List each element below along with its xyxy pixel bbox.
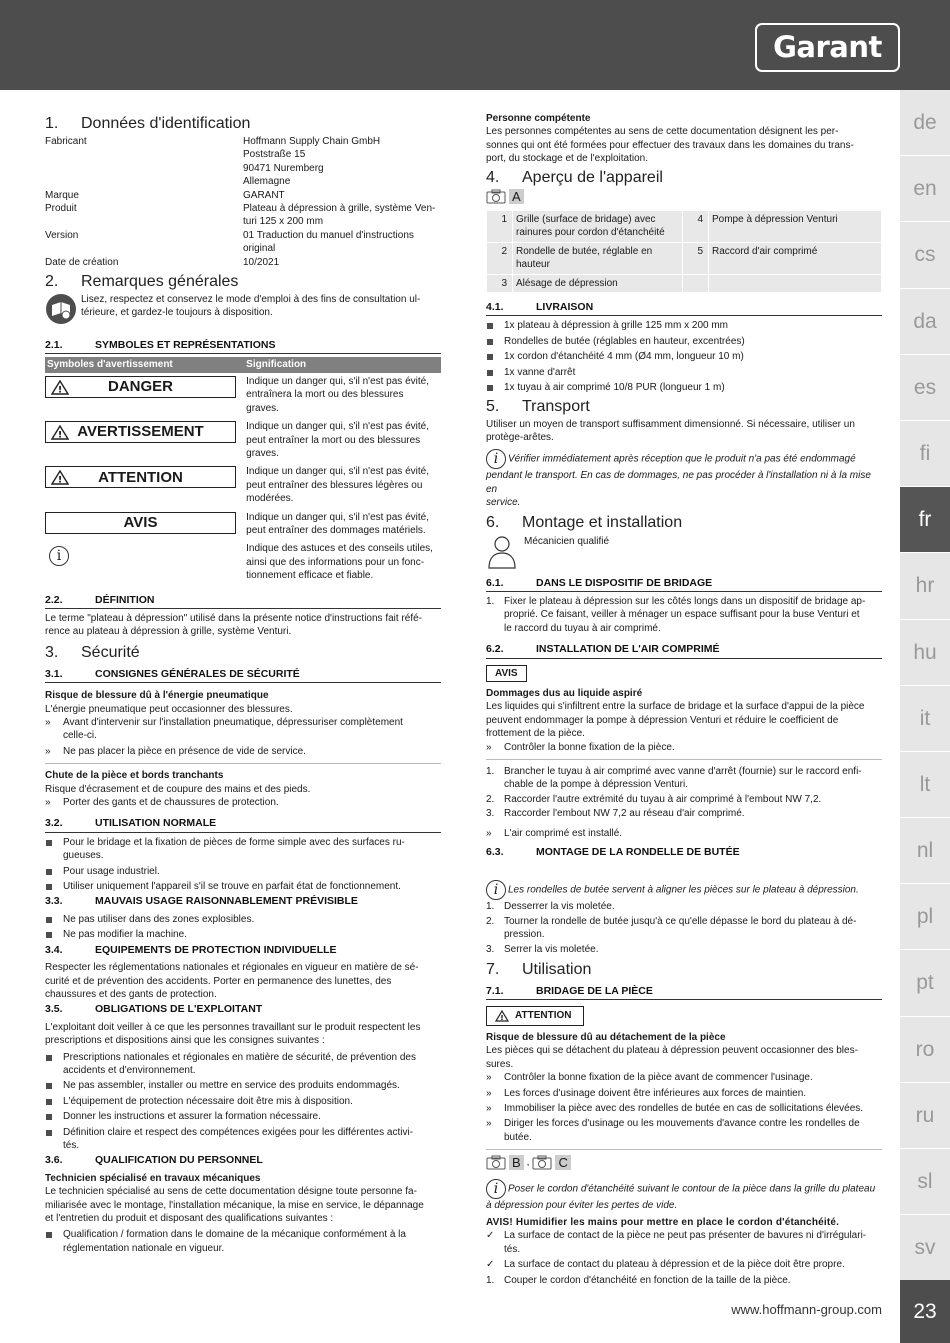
person-label: Mécanicien qualifié	[524, 535, 610, 547]
language-tab-da[interactable]: da	[900, 289, 950, 355]
air-install-result	[486, 827, 882, 840]
figure-label: A	[509, 189, 524, 204]
section-3-3-heading: 3.3. MAUVAIS USAGE RAISONNABLEMENT PRÉVISIBLE	[45, 895, 358, 908]
language-tab-es[interactable]: es	[900, 355, 950, 421]
language-tab-nl[interactable]: nl	[900, 818, 950, 884]
overview-table	[486, 210, 882, 293]
step-text: Raccorder l'autre extrémité du tuyau à air comprimé à l'embout NW 7,2.	[504, 793, 822, 805]
camera-icon	[486, 1155, 506, 1170]
part-number: 5	[683, 242, 709, 274]
list-item: » Porter des gants et de chaussures de protection.	[45, 796, 441, 809]
page-number: 23	[900, 1280, 950, 1343]
section-3-2-heading: 3.2. UTILISATION NORMALE	[45, 813, 441, 832]
section-3-6-heading: 3.6. QUALIFICATION DU PERSONNEL	[45, 1154, 263, 1167]
detach-risk-list	[486, 1071, 882, 1144]
section-4-1-heading: 4.1. LIVRAISON	[486, 297, 882, 316]
stop-washer-steps	[486, 900, 882, 956]
list-item: Pour usage industriel.	[45, 865, 441, 878]
footer-url[interactable]: www.hoffmann-group.com	[731, 1302, 882, 1317]
step-text: Tourner la rondelle de butée jusqu'à ce qu'elle dépasse le bord du plateau à dé- pression.	[504, 915, 857, 941]
section-3-heading: 3. Sécurité	[45, 643, 140, 661]
pneumatic-risk-list	[45, 716, 441, 758]
svg-text:!: !	[500, 1014, 504, 1023]
warning-icon	[51, 380, 69, 395]
step-number: 2.	[486, 793, 495, 805]
symbol-meaning: Indique un danger qui, s'il n'est pas évité, peut entraîner des dommages matériels.	[244, 508, 441, 540]
part-name: Pompe à dépression Venturi	[709, 211, 882, 243]
list-item: » Ne pas placer la pièce en présence de vide de service.	[45, 745, 441, 758]
overview-row	[487, 211, 882, 243]
signal-word: AVERTISSEMENT	[77, 423, 204, 441]
falling-part-heading: Chute de la pièce et bords tranchants	[45, 770, 224, 782]
section-2-1-heading: 2.1. SYMBOLES ET REPRÉSENTATIONS	[45, 335, 441, 354]
section-6-heading: 6. Montage et installation	[486, 513, 683, 531]
competent-person-text: Les personnes compétentes au sens de cette documentation désignent les per- sonnes qui ont été formées pour effectuer des travaux dans les domaines du trans- port, du stockage et de l'exploitation.	[486, 126, 854, 165]
step-text: Raccorder l'embout NW 7,2 au réseau d'air comprimé.	[504, 808, 745, 820]
step-item	[486, 943, 882, 956]
list-item: Donner les instructions et assurer la formation nécessaire.	[45, 1110, 441, 1123]
section-6-1-heading: 6.1. DANS LE DISPOSITIF DE BRIDAGE	[486, 573, 882, 592]
check-item: ✓ La surface de contact du plateau à dépression et de la pièce doit être propre.	[486, 1258, 882, 1271]
step-number: 1.	[486, 1274, 495, 1286]
list-item: » Les forces d'usinage doivent être inférieures aux forces de maintien.	[486, 1087, 882, 1100]
section-6-3-heading: 6.3. MONTAGE DE LA RONDELLE DE BUTÉE	[486, 846, 740, 859]
falling-part-list	[45, 796, 441, 809]
overview-row	[487, 242, 882, 274]
section-2-2-heading: 2.2. DÉFINITION	[45, 590, 441, 609]
list-item: Ne pas modifier la machine.	[45, 928, 441, 941]
signal-word-box	[45, 421, 236, 443]
symbol-meaning: Indique un danger qui, s'il n'est pas évité, entraînera la mort ou des blessures graves.	[244, 373, 441, 418]
step-text: Brancher le tuyau à air comprimé avec vanne d'arrêt (fournie) sur le raccord enfi- chable de la pompe à dépression Venturi.	[504, 766, 862, 791]
section-1-heading: 1. Données d'identification	[45, 115, 251, 132]
language-tab-it[interactable]: it	[900, 686, 950, 752]
overview-row	[487, 274, 882, 292]
misuse-list	[45, 913, 441, 942]
step-number: 1.	[486, 595, 495, 607]
language-tab-sv[interactable]: sv	[900, 1215, 950, 1281]
left-column	[45, 112, 441, 1257]
symbol-row	[45, 508, 441, 540]
manual-note	[45, 293, 441, 325]
symbol-cell	[45, 418, 244, 463]
figure-label-c: C	[555, 1155, 570, 1170]
id-value: Hoffmann Supply Chain GmbH Poststraße 15 90471 Nuremberg Allemagne	[243, 136, 381, 188]
section-5-heading: 5. Transport	[486, 397, 590, 415]
id-value: 01 Traduction du manuel d'instructions original	[243, 229, 414, 255]
id-label: Date de création	[45, 256, 119, 268]
divider	[486, 1149, 882, 1150]
step-number: 1.	[486, 901, 495, 913]
symbol-row	[45, 540, 441, 585]
seal-cord-note: i Poser le cordon d'étanchéité suivant le contour de la pièce dans la grille du plateau à dépression pour éviter les pertes de vide.	[486, 1180, 876, 1211]
language-tab-fi[interactable]: fi	[900, 421, 950, 487]
step-item	[486, 595, 882, 635]
caution-tag: ! ATTENTION	[486, 1006, 584, 1025]
list-item: » Diriger les forces d'usinage ou les mouvements d'avance contre les rondelles de butée.	[486, 1117, 882, 1144]
symbol-cell	[45, 508, 244, 540]
part-name: Raccord d'air comprimé	[709, 242, 882, 274]
camera-icon	[486, 189, 506, 204]
operator-list	[45, 1051, 441, 1153]
part-name	[709, 274, 882, 292]
step-item	[486, 793, 882, 806]
signal-word-box	[45, 466, 236, 488]
language-tabs	[900, 90, 950, 1281]
id-value: Plateau à dépression à grille, système Ven- turi 125 x 200 mm	[243, 203, 436, 228]
list-item: Définition claire et respect des compétences exigées pour les différentes activi- tés.	[45, 1126, 441, 1153]
language-tab-ru[interactable]: ru	[900, 1083, 950, 1149]
language-tab-en[interactable]: en	[900, 156, 950, 222]
list-item: 1x vanne d'arrêt	[486, 366, 882, 379]
ppe-text: Respecter les réglementations nationales et régionales en vigueur en matière de sé- curité et de prévention des accidents. Porter en permanence des lunettes, des chaussures et des gants de protection.	[45, 962, 419, 1000]
warning-icon	[495, 1010, 509, 1022]
precondition-list	[486, 1229, 882, 1271]
section-2-heading: 2. Remarques générales	[45, 273, 239, 291]
step-number: 3.	[486, 808, 495, 820]
language-tab-pl[interactable]: pl	[900, 884, 950, 950]
list-item: 1x cordon d'étanchéité 4 mm (Ø4 mm, longueur 10 m)	[486, 350, 882, 363]
list-item: » Immobiliser la pièce avec des rondelles de butée en cas de sollicitations élevées.	[486, 1102, 882, 1115]
step-number: 3.	[486, 943, 495, 955]
section-3-1-heading: 3.1. CONSIGNES GÉNÉRALES DE SÉCURITÉ	[45, 664, 441, 683]
divider	[45, 763, 441, 764]
symbols-header: Symboles d'avertissement	[45, 357, 244, 372]
warning-icon	[51, 425, 69, 440]
symbol-row	[45, 373, 441, 418]
part-name: Rondelle de butée, réglable en hauteur	[513, 242, 683, 274]
clamping-steps	[486, 595, 882, 635]
check-item: ✓ La surface de contact de la pièce ne peut pas présenter de bavures ni d'irrégulari- tés.	[486, 1229, 882, 1256]
part-name: Alésage de dépression	[513, 274, 683, 292]
info-icon: i	[486, 449, 506, 469]
step-item	[486, 915, 882, 942]
id-label: Marque	[45, 189, 79, 201]
id-value: GARANT	[243, 189, 285, 201]
figure-ref-bc: B , C	[486, 1155, 571, 1170]
id-label: Fabricant	[45, 136, 87, 147]
part-name: Grille (surface de bridage) avec rainures pour cordon d'étanchéité	[513, 211, 683, 243]
manual-note-text: Lisez, respectez et conservez le mode d'emploi à des fins de consultation ul- térieure, et gardez-le toujours à disposition.	[81, 294, 421, 319]
air-install-steps	[486, 765, 882, 821]
transport-note: i Vérifier immédiatement après réception que le produit n'a pas été endommagé pendant le transport. En cas de dommages, ne pas procéder à l'installation ni à la mise en service.	[486, 451, 871, 509]
list-item: Utiliser uniquement l'appareil s'il se trouve en parfait état de fonctionnement.	[45, 880, 441, 893]
list-item: 1x tuyau à air comprimé 10/8 PUR (longueur 1 m)	[486, 381, 882, 394]
language-tab-hr[interactable]: hr	[900, 553, 950, 619]
id-label: Produit	[45, 203, 77, 215]
signal-word: AVIS	[123, 513, 158, 531]
part-number: 2	[487, 242, 513, 274]
language-tab-de[interactable]: de	[900, 90, 950, 156]
symbol-row	[45, 463, 441, 508]
falling-part-text: Risque d'écrasement et de coupure des mains et des pieds.	[45, 783, 311, 795]
signal-word: ATTENTION	[98, 468, 183, 486]
part-number	[683, 274, 709, 292]
delivery-list	[486, 319, 882, 394]
garant-logo: Garant	[755, 23, 900, 72]
qualification-list	[45, 1228, 441, 1255]
info-icon: i	[486, 1179, 506, 1199]
list-item: Ne pas assembler, installer ou mettre en service des produits endommagés.	[45, 1079, 441, 1092]
camera-icon	[532, 1155, 552, 1170]
liquid-damage-text: Les liquides qui s'infiltrent entre la surface de bridage et la surface d'appui de la pièce peuvent endommager la pompe à dépression Venturi et réduire le coefficient de frottement de la pièce.	[486, 701, 865, 740]
section-3-5-heading: 3.5. OBLIGATIONS DE L'EXPLOITANT	[45, 1003, 263, 1016]
section-6-2-heading: 6.2. INSTALLATION DE L'AIR COMPRIMÉ	[486, 639, 882, 658]
symbol-cell	[45, 540, 244, 585]
language-tab-cs[interactable]: cs	[900, 222, 950, 288]
list-item: Prescriptions nationales et régionales en matière de sécurité, de prévention des accidents et d'environnement.	[45, 1051, 441, 1078]
specialist-heading: Technicien spécialisé en travaux mécaniques	[45, 1172, 261, 1184]
pneumatic-risk-heading: Risque de blessure dû à l'énergie pneumatique	[45, 690, 269, 702]
signal-word: DANGER	[107, 378, 173, 396]
notice-tag: AVIS	[486, 665, 527, 682]
part-number: 1	[487, 211, 513, 243]
step-number: 2.	[486, 915, 495, 927]
step-number: 1.	[486, 766, 495, 777]
signal-word-box	[45, 512, 236, 534]
warning-icon	[51, 470, 69, 485]
symbol-cell	[45, 373, 244, 418]
step-item	[486, 900, 882, 913]
part-number: 4	[683, 211, 709, 243]
transport-text: Utiliser un moyen de transport suffisamment dimensionné. Si nécessaire, utiliser un protège-arêtes.	[486, 418, 855, 443]
list-item: Ne pas utiliser dans des zones explosibles.	[45, 913, 441, 926]
detach-risk-text: Les pièces qui se détachent du plateau à dépression peuvent occasionner des bles- sures.	[486, 1045, 858, 1070]
step-item	[486, 765, 882, 792]
step-item	[486, 1274, 882, 1287]
identification-table	[45, 135, 441, 269]
symbol-meaning: Indique un danger qui, s'il n'est pas évité, peut entraîner la mort ou des blessures graves.	[244, 418, 441, 463]
pneumatic-risk-text: L'énergie pneumatique peut occasionner des blessures.	[45, 703, 293, 715]
list-item: 1x plateau à dépression à grille 125 mm x 200 mm	[486, 319, 882, 332]
definition-text: Le terme "plateau à dépression" utilisé dans la présente notice d'instructions fait réfé- rence au plateau à dépression à grille, système Venturi.	[45, 612, 422, 638]
symbol-row	[45, 418, 441, 463]
person-icon	[486, 535, 518, 569]
symbols-table	[45, 357, 441, 585]
language-tab-pt[interactable]: pt	[900, 950, 950, 1016]
symbol-meaning: Indique un danger qui, s'il n'est pas évité, peut entraîner des blessures légères ou modérées.	[244, 463, 441, 508]
svg-text:!: !	[57, 385, 63, 395]
part-number: 3	[487, 274, 513, 292]
right-column	[486, 112, 882, 1288]
list-item: » Contrôler la bonne fixation de la pièce avant de commencer l'usinage.	[486, 1071, 882, 1084]
specialist-text: Le technicien spécialisé au sens de cette documentation désigne toute personne fa- miliarisée avec le montage, l'installation mécanique, la mise en service, le dépannage et l'entretien du produit et disposant des qualifications suivantes :	[45, 1186, 424, 1224]
liquid-damage-heading: Dommages dus au liquide aspiré	[486, 687, 643, 699]
language-tab-ro[interactable]: ro	[900, 1017, 950, 1083]
section-3-4-heading: 3.4. EQUIPEMENTS DE PROTECTION INDIVIDUELLE	[45, 943, 337, 956]
competent-person-heading: Personne compétente	[486, 113, 591, 124]
language-tab-fr[interactable]: fr	[900, 487, 950, 553]
avis-note: AVIS! Humidifier les mains pour mettre en place le cordon d'étanchéité.	[486, 1216, 840, 1228]
result-item: » L'air comprimé est installé.	[486, 827, 882, 840]
id-value: 10/2021	[243, 256, 280, 268]
svg-text:!: !	[57, 430, 63, 441]
meaning-header: Signification	[244, 357, 441, 372]
info-icon: i	[486, 880, 506, 900]
step-text: Serrer la vis moletée.	[504, 943, 599, 955]
info-icon: i	[49, 546, 69, 566]
id-label: Version	[45, 229, 79, 241]
language-tab-sl[interactable]: sl	[900, 1149, 950, 1215]
read-manual-icon	[45, 293, 77, 325]
language-tab-lt[interactable]: lt	[900, 752, 950, 818]
symbol-cell	[45, 463, 244, 508]
list-item: Rondelles de butée (réglables en hauteur, excentrées)	[486, 335, 882, 348]
qualified-mechanic	[486, 535, 882, 569]
list-item: » Avant d'intervenir sur l'installation pneumatique, dépressuriser complètement celle-ci.	[45, 716, 441, 743]
list-item: » Contrôler la bonne fixation de la pièce.	[486, 741, 882, 754]
signal-word-box	[45, 376, 236, 398]
detach-risk-heading: Risque de blessure dû au détachement de la pièce	[486, 1031, 726, 1043]
liquid-damage-list	[486, 741, 882, 754]
section-7-heading: 7. Utilisation	[486, 961, 592, 979]
stop-washer-note: i Les rondelles de butée servent à aligner les pièces sur le plateau à dépression.	[486, 880, 882, 900]
list-item: Pour le bridage et la fixation de pièces de forme simple avec des surfaces ru- gueuses.	[45, 836, 441, 863]
svg-text:!: !	[57, 475, 63, 486]
step-text: Couper le cordon d'étanchéité en fonction de la taille de la pièce.	[504, 1274, 791, 1286]
step-text: Fixer le plateau à dépression sur les côtés longs dans un dispositif de bridage ap- proprié. Ce faisant, veiller à ménager un espace suffisant pour la buse Venturi et le raccord du tuyau à air comprimé.	[504, 595, 866, 634]
step-text: Desserrer la vis moletée.	[504, 901, 615, 913]
list-item: L'équipement de protection nécessaire doit être mis à disposition.	[45, 1095, 441, 1108]
symbol-meaning: Indique des astuces et des conseils utiles, ainsi que des informations pour un fonc- tionnement efficace et fiable.	[244, 540, 441, 585]
normal-use-list	[45, 836, 441, 894]
language-tab-hu[interactable]: hu	[900, 620, 950, 686]
figure-label-b: B	[509, 1155, 524, 1170]
figure-ref-a	[486, 189, 524, 204]
step-item	[486, 807, 882, 820]
section-4-heading: 4. Aperçu de l'appareil	[486, 168, 663, 186]
operator-text: L'exploitant doit veiller à ce que les personnes travaillant sur le produit respectent les prescriptions et dispositions ainsi que les consignes suivantes :	[45, 1021, 421, 1047]
clamp-steps	[486, 1274, 882, 1287]
divider	[486, 759, 882, 760]
section-7-1-heading: 7.1. BRIDAGE DE LA PIÈCE	[486, 981, 882, 1000]
list-item: Qualification / formation dans le domaine de la mécanique conformément à la réglementation nationale en vigueur.	[45, 1228, 441, 1255]
